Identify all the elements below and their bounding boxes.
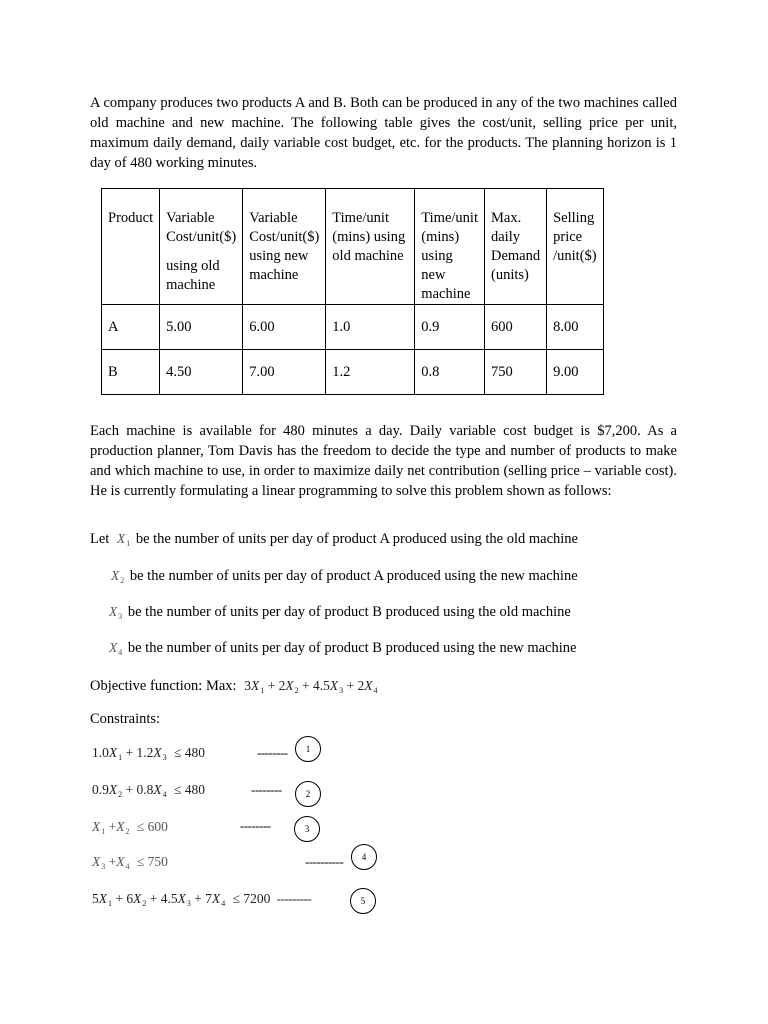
variable-subscript: 3 [186,899,191,908]
table-header-row [102,189,604,305]
table-cell: 4.50 [160,350,243,395]
header-time-old: Time/unit (mins) using old machine [326,189,415,305]
table-cell: A [102,305,160,350]
table-cell: 8.00 [547,305,603,350]
constraint-2-number-circle: 2 [295,781,321,807]
constraint-rhs: ≤ 7200 [232,891,271,906]
variable-text: be the number of units per day of product A produced using the new machine [129,568,578,584]
coefficient: + 1.2 [125,745,154,760]
variable-subscript: 3 [101,862,106,871]
coefficient: 0.9 [92,782,109,797]
variable-definition [109,602,571,627]
table-cell: 600 [484,305,546,350]
constraint-3-dashes: -------- [240,818,271,833]
variable-symbol: X [212,891,221,906]
coefficient: + 2 [346,678,365,693]
variable-symbol: X [285,678,294,693]
variable-symbol: X [111,568,120,583]
variable-subscript: 4 [162,790,167,799]
coefficient: 5 [92,891,99,906]
variable-symbol: X [109,604,118,619]
table-cell: B [102,350,160,395]
variable-subscript: 3 [162,753,167,762]
objective-function [90,676,377,701]
variable-subscript: 2 [142,899,147,908]
product-table [101,188,604,395]
table-cell: 0.9 [415,305,485,350]
table-cell: 9.00 [547,350,603,395]
variable-text: be the number of units per day of product B produced using the new machine [127,640,577,656]
constraint-4-expression [92,852,168,877]
variable-symbol: X [109,640,118,655]
coefficient: + [108,819,117,834]
variable-symbol: X [98,891,107,906]
constraint-rhs: ≤ 750 [136,854,168,869]
variable-subscript: 4 [125,862,130,871]
constraint-4-number-circle: 4 [351,844,377,870]
constraint-1-dashes: -------- [257,745,288,760]
variable-symbol: X [116,819,125,834]
header-cost-new: Variable Cost/unit($) using new machine [243,189,326,305]
table-row [102,305,604,350]
constraint-2-expression [92,780,205,805]
coefficient: 3 [244,678,251,693]
variable-symbol: X [116,854,125,869]
coefficient: + 6 [115,891,134,906]
objective-label: Objective function: Max: [90,678,237,694]
variable-symbol: X [108,782,118,797]
variable-definition [90,529,578,554]
table-cell: 1.0 [326,305,415,350]
variable-definition [111,566,578,591]
constraint-1-number-circle: 1 [295,736,321,762]
header-time-new: Time/unit (mins) using new machine [415,189,485,305]
coefficient: + 4.5 [149,891,178,906]
constraint-5-number-circle: 5 [350,888,376,914]
constraints-label: Constraints: [90,711,161,727]
header-selling-price: Selling price /unit($) [547,189,603,305]
constraint-rhs: ≤ 480 [174,745,206,760]
constraint-1-expression [92,743,205,768]
variable-subscript: 3 [339,686,344,695]
constraint-4-dashes: ---------- [305,854,344,869]
coefficient: + 2 [267,678,286,693]
variable-subscript: 1 [126,539,131,548]
variable-subscript: 2 [120,576,125,585]
table-cell: 7.00 [243,350,326,395]
coefficient: + 0.8 [125,782,154,797]
variable-subscript: 4 [221,899,226,908]
variable-symbol: X [177,891,186,906]
constraint-3-expression [92,817,168,842]
variable-symbol: X [133,891,142,906]
variable-subscript: 2 [294,686,299,695]
constraint-3-number-circle: 3 [294,816,320,842]
objective-expression [244,678,377,693]
variable-subscript: 1 [108,899,112,908]
header-cost-old-line2: using old machine [166,258,220,293]
problem-paragraph: Each machine is available for 480 minutes a day. Daily variable cost budget is $7,200. As a production planner, Tom Davis has the freedom to decide the type and number of products to make and which machine to use, in order to maximize daily net contribution (selling price – variable cost). He is currently formulating a linear programming to solve this problem shown as follows: [90,423,677,499]
variable-definition [109,638,576,663]
let-word: Let [90,531,110,547]
variable-subscript: 4 [118,648,123,657]
variable-subscript: 2 [125,827,130,836]
table-cell: 6.00 [243,305,326,350]
variable-subscript: 1 [101,827,106,836]
variable-text: be the number of units per day of product A produced using the old machine [135,531,578,547]
header-cost-old [160,189,243,305]
variable-symbol: X [116,531,126,546]
constraint-rhs: ≤ 600 [136,819,168,834]
header-cost-old-line1: Variable Cost/unit($) [166,210,237,245]
coefficient: 1.0 [92,745,109,760]
constraint-rhs: ≤ 480 [174,782,206,797]
coefficient: + 7 [194,891,212,906]
coefficient: + 4.5 [301,678,330,693]
coefficient: + [108,854,117,869]
table-cell: 5.00 [160,305,243,350]
header-product: Product [102,189,160,305]
variable-symbol: X [153,745,162,760]
variable-symbol: X [153,782,162,797]
variable-symbol: X [329,678,339,693]
constraint-2-dashes: -------- [251,782,282,797]
constraint-5-expression [92,889,311,914]
variable-subscript: 1 [260,686,265,695]
variable-symbol: X [250,678,260,693]
variable-subscript: 1 [118,753,123,762]
header-max-demand: Max. daily Demand (units) [484,189,546,305]
table-row [102,350,604,395]
intro-paragraph: A company produces two products A and B. Both can be produced in any of the two machines called old machine and new machine. The following table gives the cost/unit, selling price per unit, maximum daily demand, daily variable cost budget, etc. for the products. The planning horizon is 1 day of 480 working minutes. [90,95,677,171]
table-cell: 750 [484,350,546,395]
variable-subscript: 4 [373,686,378,695]
variable-text: be the number of units per day of product B produced using the old machine [127,604,571,620]
variable-subscript: 3 [118,612,123,621]
variable-subscript: 2 [118,790,123,799]
variable-symbol: X [92,854,101,869]
variable-symbol: X [108,745,118,760]
constraint-5-dashes: --------- [276,891,312,906]
variable-symbol: X [364,678,373,693]
table-cell: 0.8 [415,350,485,395]
table-cell: 1.2 [326,350,415,395]
variable-symbol: X [92,819,101,834]
